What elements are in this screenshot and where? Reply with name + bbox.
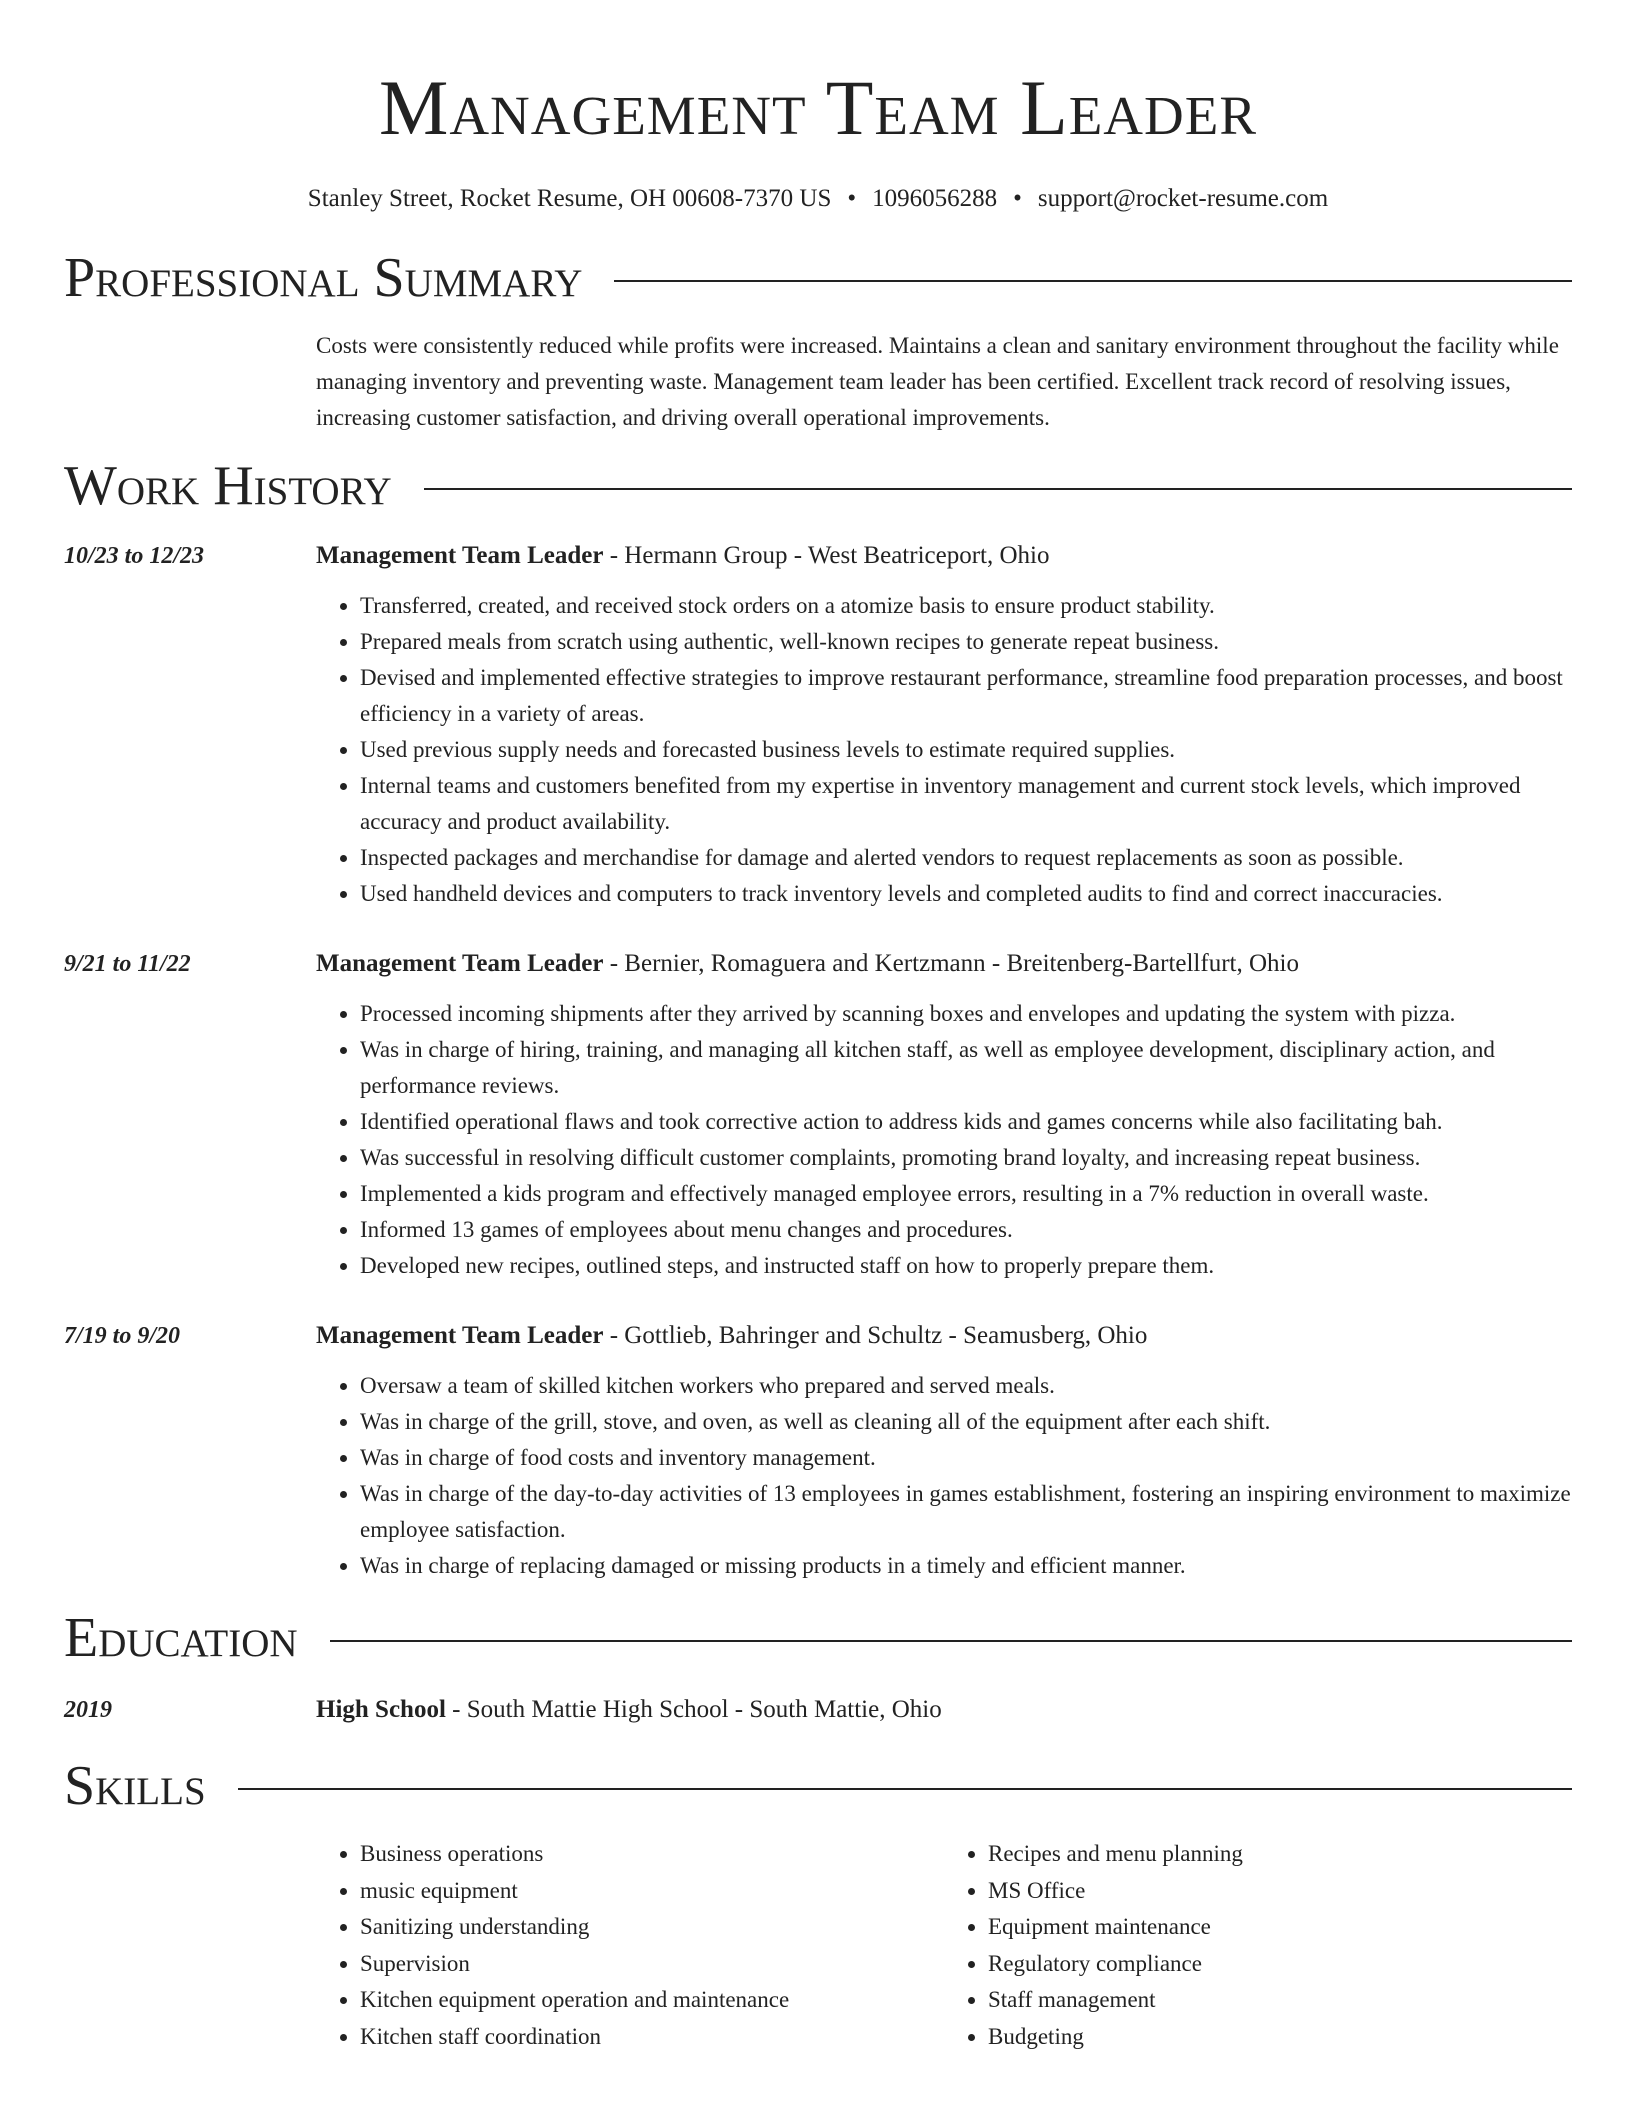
- contact-separator: •: [1013, 185, 1022, 212]
- skills-section-header: [64, 1754, 1572, 1818]
- job-duty: • Developed new recipes, outlined steps, and instructed staff on how to properly prepare them.: [360, 1248, 1572, 1284]
- job-duties: [316, 588, 1572, 912]
- education-year: 2019: [64, 1697, 112, 1723]
- job-title: Management Team Leader: [316, 542, 604, 569]
- education-school-location: - South Mattie High School - South Mattie, Ohio: [445, 1696, 942, 1723]
- resume-title: Management Team Leader: [378, 64, 1258, 151]
- job-duty: • Was in charge of the day-to-day activities of 13 employees in games establishment, fostering an inspiring environment to maximize employee satisfaction.: [360, 1476, 1572, 1548]
- job-title-line: [316, 946, 1572, 982]
- job-duty: • Was in charge of replacing damaged or missing products in a timely and efficient manner.: [360, 1548, 1572, 1584]
- job-entry: [64, 1318, 1572, 1584]
- contact-separator: •: [847, 185, 857, 212]
- section-divider: [330, 1640, 1572, 1642]
- job-duty: • Processed incoming shipments after they arrived by scanning boxes and envelopes and updating the system with pizza.: [360, 996, 1572, 1032]
- job-duty: • Inspected packages and merchandise for damage and alerted vendors to request replacements as soon as possible.: [360, 840, 1572, 876]
- skill-item: • MS Office: [988, 1873, 1572, 1910]
- job-entry: [64, 946, 1572, 1284]
- job-duty: • Oversaw a team of skilled kitchen workers who prepared and served meals.: [360, 1368, 1572, 1404]
- summary-text: Costs were consistently reduced while profits were increased. Maintains a clean and sanitary environment throughout the facility while managing inventory and preventing waste. Management team leader has been certified. Excellent track record of resolving issues, increasing customer satisfaction, and driving overall operational improvements.: [316, 333, 1559, 430]
- job-entry: [64, 538, 1572, 912]
- job-duty: • Prepared meals from scratch using authentic, well-known recipes to generate repeat business.: [360, 624, 1572, 660]
- skill-item: • Equipment maintenance: [988, 1909, 1572, 1946]
- skill-item: • Kitchen staff coordination: [360, 2019, 944, 2056]
- job-duty: • Transferred, created, and received stock orders on a atomize basis to ensure product stability.: [360, 588, 1572, 624]
- section-divider: [238, 1788, 1572, 1790]
- job-dates: 7/19 to 9/20: [64, 1323, 181, 1349]
- education-line: [316, 1692, 1572, 1728]
- job-duty: • Identified operational flaws and took corrective action to address kids and games concerns while also facilitating bah.: [360, 1104, 1572, 1140]
- job-duty: • Used handheld devices and computers to track inventory levels and completed audits to find and correct inaccuracies.: [360, 876, 1572, 912]
- job-employer-location: - Bernier, Romaguera and Kertzmann - Breitenberg-Bartellfurt, Ohio: [603, 950, 1299, 977]
- education-heading: Education: [64, 1607, 298, 1669]
- job-title: Management Team Leader: [316, 950, 604, 977]
- skill-item: • Kitchen equipment operation and maintenance: [360, 1982, 944, 2019]
- skills-heading: Skills: [64, 1755, 206, 1817]
- job-duties: [316, 1368, 1572, 1584]
- resume-page: [64, 0, 1572, 2055]
- contact-line: [64, 182, 1572, 216]
- skill-item: • Sanitizing understanding: [360, 1909, 944, 1946]
- skill-item: • music equipment: [360, 1873, 944, 1910]
- work-heading: Work History: [64, 455, 392, 517]
- skill-item: • Budgeting: [988, 2019, 1572, 2056]
- skill-item: • Business operations: [360, 1836, 944, 1873]
- skill-item: • Recipes and menu planning: [988, 1836, 1572, 1873]
- job-employer-location: - Hermann Group - West Beatriceport, Ohio: [603, 542, 1050, 569]
- job-duty: • Was in charge of hiring, training, and managing all kitchen staff, as well as employee development, disciplinary action, and performance reviews.: [360, 1032, 1572, 1104]
- skills-list: [316, 1836, 1572, 2055]
- education-section-header: [64, 1606, 1572, 1670]
- skill-item: • Supervision: [360, 1946, 944, 1983]
- section-divider: [424, 488, 1572, 490]
- job-duty: • Used previous supply needs and forecasted business levels to estimate required supplies.: [360, 732, 1572, 768]
- job-title: Management Team Leader: [316, 1322, 604, 1349]
- job-duty: • Was in charge of food costs and inventory management.: [360, 1440, 1572, 1476]
- job-duty: • Was successful in resolving difficult customer complaints, promoting brand loyalty, and increasing repeat business.: [360, 1140, 1572, 1176]
- skill-item: • Staff management: [988, 1982, 1572, 2019]
- work-section-header: [64, 454, 1572, 518]
- summary-heading: Professional Summary: [64, 247, 583, 309]
- education-degree: High School: [316, 1696, 446, 1723]
- contact-address: Stanley Street, Rocket Resume, OH 00608-7370 US: [307, 185, 832, 212]
- education-entry: [64, 1692, 1572, 1728]
- job-dates: 10/23 to 12/23: [64, 543, 205, 569]
- job-title-line: [316, 1318, 1572, 1354]
- skill-item: • Regulatory compliance: [988, 1946, 1572, 1983]
- job-duties: [316, 996, 1572, 1284]
- job-duty: • Internal teams and customers benefited from my expertise in inventory management and current stock levels, which improved accuracy and product availability.: [360, 768, 1572, 840]
- contact-phone: 1096056288: [872, 185, 998, 212]
- job-duty: • Implemented a kids program and effectively managed employee errors, resulting in a 7% reduction in overall waste.: [360, 1176, 1572, 1212]
- section-divider: [614, 280, 1572, 282]
- job-duty: • Was in charge of the grill, stove, and oven, as well as cleaning all of the equipment after each shift.: [360, 1404, 1572, 1440]
- job-duty: • Devised and implemented effective strategies to improve restaurant performance, streamline food preparation processes, and boost efficiency in a variety of areas.: [360, 660, 1572, 732]
- summary-section-header: [64, 246, 1572, 310]
- skills-column-left: [316, 1836, 944, 2055]
- work-history-list: [64, 538, 1572, 1584]
- job-duty: • Informed 13 games of employees about menu changes and procedures.: [360, 1212, 1572, 1248]
- job-dates: 9/21 to 11/22: [64, 951, 191, 977]
- job-title-line: [316, 538, 1572, 574]
- contact-email: support@rocket-resume.com: [1037, 185, 1329, 212]
- skills-column-right: [944, 1836, 1572, 2055]
- job-employer-location: - Gottlieb, Bahringer and Schultz - Seamusberg, Ohio: [603, 1322, 1148, 1349]
